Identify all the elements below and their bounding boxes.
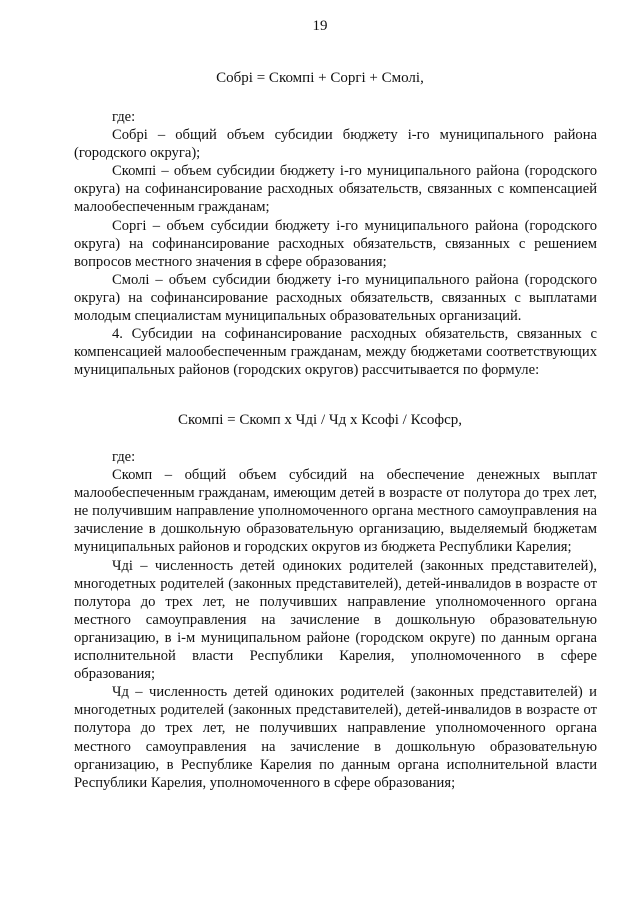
definitions-block-1 bbox=[74, 108, 597, 379]
definitions-block-2 bbox=[74, 448, 597, 792]
page-number: 19 bbox=[312, 18, 328, 34]
definition-chdi: Чдi – численность детей одиноких родителей (законных представителей), многодетных родителей (законных представителей), детей-инвалидов в возрасте от полутора до трех лет, не получивших направление уполномоченного органа местного самоуправления на зачисление в дошкольную образовательную организацию, в i-м муниципальном районе (городском округе) по данным органа исполнительной власти Республики Карелия, уполномоченного в сфере образования; bbox=[74, 557, 597, 683]
definition-sobr: Собрi – общий объем субсидии бюджету i-го муниципального района (городского округа); bbox=[74, 127, 597, 162]
definition-skomp: Скомпi – объем субсидии бюджету i-го муниципального района (городского округа) на софинансирование расходных обязательств, связанных с компенсацией малообеспеченным гражданам; bbox=[74, 163, 597, 216]
definition-sorg: Соргi – объем субсидии бюджету i-го муниципального района (городского округа) на софинансирование расходных обязательств, связанных с решением вопросов местного значения в сфере образования; bbox=[74, 217, 597, 270]
formula-skomp: Скомпi = Скомп х Чдi / Чд х Ксофi / Ксофср, bbox=[177, 412, 462, 428]
paragraph-4: 4. Субсидии на софинансирование расходных обязательств, связанных с компенсацией малообеспеченным гражданам, между бюджетами соответствующих муниципальных районов (городских округов) рассчитывается по формуле: bbox=[74, 326, 597, 379]
definition-skomp-total: Скомп – общий объем субсидий на обеспечение денежных выплат малообеспеченным гражданам, имеющим детей в возрасте от полутора до трех лет, не получившим направление уполномоченного органа местного самоуправления на зачисление в дошкольную образовательную организацию, выделяемый бюджетам муниципальных районов и городских округов из бюджета Республики Карелия; bbox=[74, 467, 597, 556]
definition-smol: Смолi – объем субсидии бюджету i-го муниципального района (городского округа) на софинансирование расходных обязательств, связанных с выплатами молодым специалистам муниципальных образовательных организаций. bbox=[74, 271, 597, 325]
where-label: где: bbox=[112, 449, 136, 465]
where-label: где: bbox=[112, 109, 136, 125]
formula-total-subsidy: Собрi = Скомпi + Соргi + Смолi, bbox=[216, 70, 424, 86]
definition-chd: Чд – численность детей одиноких родителей (законных представителей) и многодетных родителей (законных представителей), детей-инвалидов в возрасте от полутора до трех лет, не получивших направление уполномоченного органа местного самоуправления на зачисление в дошкольную образовательную организацию, в Республике Карелия по данным органа исполнительной власти Республики Карелия, уполномоченного в сфере образования; bbox=[74, 684, 597, 791]
